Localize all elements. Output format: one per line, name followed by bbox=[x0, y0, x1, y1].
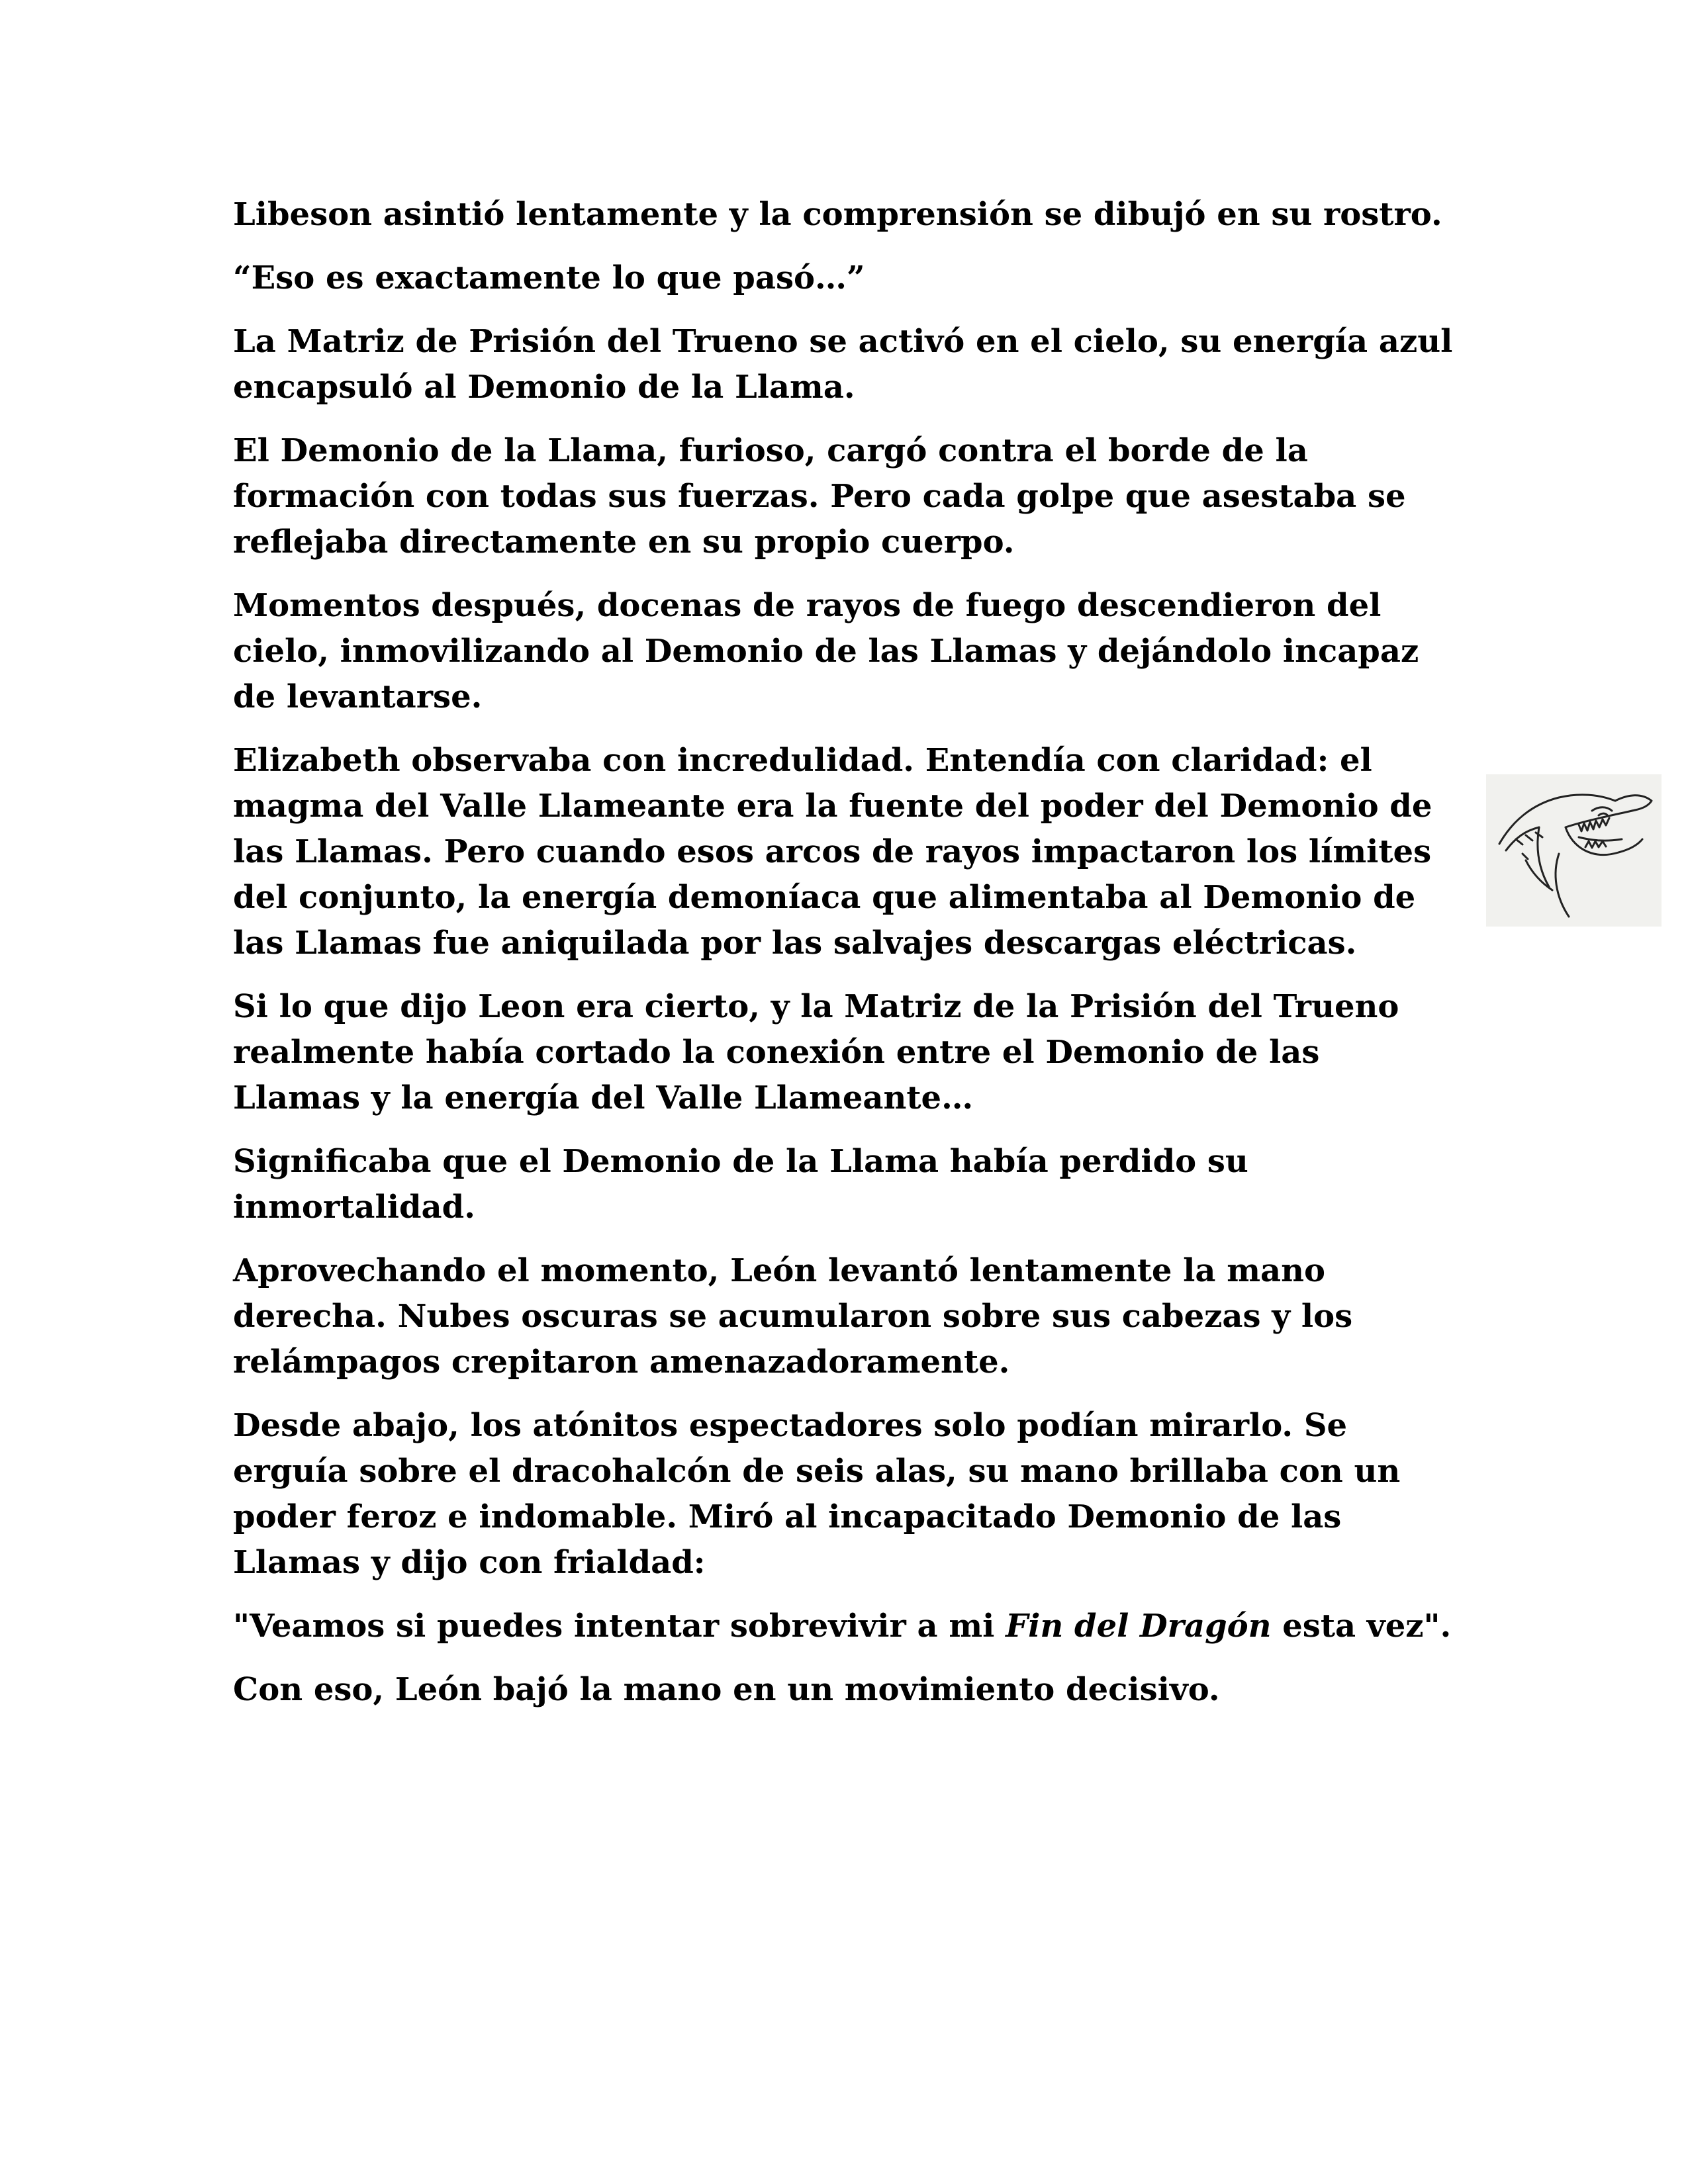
paragraph: Desde abajo, los atónitos espectadores solo podían mirarlo. Se erguía sobre el dracohalcón de seis alas, su mano brillaba con un poder feroz e indomable. Miró al incapacitado Demonio de las Llamas y dijo con frialdad: bbox=[233, 1407, 1401, 1581]
closing-paragraph: Con eso, León bajó la mano en un movimiento decisivo. bbox=[233, 1671, 1220, 1708]
paragraph: Aprovechando el momento, León levantó lentamente la mano derecha. Nubes oscuras se acumularon sobre sus cabezas y los relámpagos crepitaron amenazadoramente. bbox=[233, 1252, 1353, 1381]
dinosaur-head-icon bbox=[1486, 774, 1662, 927]
paragraph: Significaba que el Demonio de la Llama había perdido su inmortalidad. bbox=[233, 1143, 1248, 1226]
paragraph: “Eso es exactamente lo que pasó…” bbox=[233, 259, 865, 296]
paragraph: La Matriz de Prisión del Trueno se activó en el cielo, su energía azul encapsuló al Demonio de la Llama. bbox=[233, 323, 1453, 406]
quote-text-before: "Veamos si puedes intentar sobrevivir a mi bbox=[233, 1608, 1006, 1645]
paragraph: El Demonio de la Llama, furioso, cargó contra el borde de la formación con todas sus fuerzas. Pero cada golpe que asestaba se reflejaba directamente en su propio cuerpo. bbox=[233, 432, 1406, 561]
quote-paragraph bbox=[233, 1604, 1458, 1649]
paragraph: Libeson asintió lentamente y la comprensión se dibujó en su rostro. bbox=[233, 196, 1442, 233]
paragraph: Momentos después, docenas de rayos de fuego descendieron del cielo, inmovilizando al Demonio de las Llamas y dejándolo incapaz de levantarse. bbox=[233, 587, 1419, 715]
body-text bbox=[233, 192, 1458, 1731]
paragraph: Elizabeth observaba con incredulidad. Entendía con claridad: el magma del Valle Llameante era la fuente del poder del Demonio de las Llamas. Pero cuando esos arcos de rayos impactaron los límites del conjunto, la energía demoníaca que alimentaba al Demonio de las Llamas fue aniquilada por las salvajes descargas eléctricas. bbox=[233, 742, 1432, 962]
quote-title-italic: Fin del Dragón bbox=[1006, 1608, 1272, 1645]
quote-text-after: esta vez". bbox=[1271, 1608, 1452, 1645]
paragraph: Si lo que dijo Leon era cierto, y la Matriz de la Prisión del Trueno realmente había cortado la conexión entre el Demonio de las Llamas y la energía del Valle Llameante… bbox=[233, 988, 1399, 1116]
